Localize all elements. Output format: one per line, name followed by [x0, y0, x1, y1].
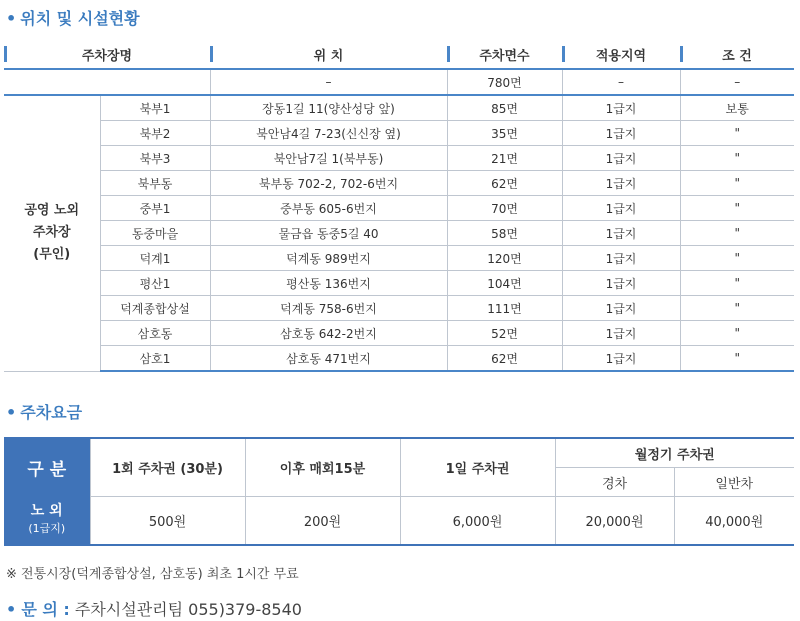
table-header-row — [4, 40, 794, 69]
total-location: – — [210, 69, 447, 95]
table-row — [4, 171, 794, 196]
cell-spaces: 62면 — [447, 346, 562, 372]
contact-label: 문 의 : — [21, 600, 70, 619]
cell-location: 삼호동 471번지 — [210, 346, 447, 372]
table-row — [4, 221, 794, 246]
cell-condition: 보통 — [680, 95, 794, 121]
row-label — [4, 497, 90, 545]
cell-spaces: 35면 — [447, 121, 562, 146]
cell-name: 동중마을 — [100, 221, 210, 246]
cell-location: 덕계동 758-6번지 — [210, 296, 447, 321]
cell-condition: " — [680, 196, 794, 221]
cell-region: 1급지 — [562, 221, 680, 246]
cell-location: 북안남4길 7-23(신신장 옆) — [210, 121, 447, 146]
cell-location: 중부동 605-6번지 — [210, 196, 447, 221]
table-row — [4, 196, 794, 221]
col-light-header: 경차 — [555, 468, 674, 497]
cell-condition: " — [680, 171, 794, 196]
fee-value-row — [4, 497, 794, 545]
cell-condition: " — [680, 121, 794, 146]
bullet: • — [6, 403, 17, 422]
cell-spaces: 58면 — [447, 221, 562, 246]
contact-text: 주차시설관리팀 055)379-8540 — [74, 600, 302, 619]
cell-region: 1급지 — [562, 321, 680, 346]
cell-condition: " — [680, 221, 794, 246]
table-row — [4, 271, 794, 296]
col-monthly-header: 월정기 주차권 — [555, 438, 794, 468]
cell-spaces: 85면 — [447, 95, 562, 121]
cell-spaces: 62면 — [447, 171, 562, 196]
cell-spaces: 52면 — [447, 321, 562, 346]
contact-info — [6, 597, 302, 620]
header-spaces: 주차면수 — [447, 40, 562, 69]
fee-monthly-light: 20,000원 — [555, 497, 674, 545]
cell-location: 물금읍 동중5길 40 — [210, 221, 447, 246]
table-row — [4, 95, 794, 121]
cell-location: 덕계동 989번지 — [210, 246, 447, 271]
header-location: 위 치 — [210, 40, 447, 69]
group-label-line: 공영 노외 — [24, 203, 80, 219]
group-label-line: (무인) — [33, 247, 71, 263]
cell-name: 북부2 — [100, 121, 210, 146]
col-once-header: 1회 주차권 (30분) — [90, 438, 245, 497]
cell-spaces: 70면 — [447, 196, 562, 221]
table-body — [4, 95, 794, 371]
cell-name: 북부1 — [100, 95, 210, 121]
total-condition: – — [680, 69, 794, 95]
cell-region: 1급지 — [562, 95, 680, 121]
free-parking-note: ※ 전통시장(덕계종합상설, 삼호동) 최초 1시간 무료 — [6, 567, 299, 582]
cell-spaces: 21면 — [447, 146, 562, 171]
cell-name: 삼호동 — [100, 321, 210, 346]
cell-condition: " — [680, 246, 794, 271]
header-region: 적용지역 — [562, 40, 680, 69]
table-row — [4, 146, 794, 171]
cell-name: 북부3 — [100, 146, 210, 171]
cell-name: 덕계종합상설 — [100, 296, 210, 321]
cell-condition: " — [680, 346, 794, 372]
cell-region: 1급지 — [562, 271, 680, 296]
cell-region: 1급지 — [562, 346, 680, 372]
cell-condition: " — [680, 146, 794, 171]
table-row — [4, 321, 794, 346]
row-label-sub: (1급지) — [28, 522, 66, 535]
cell-region: 1급지 — [562, 296, 680, 321]
cell-region: 1급지 — [562, 246, 680, 271]
cell-condition: " — [680, 271, 794, 296]
section-title-fees — [6, 400, 82, 423]
header-lot-name: 주차장명 — [4, 40, 210, 69]
group-label-line: 주차장 — [32, 225, 71, 241]
total-region: – — [562, 69, 680, 95]
cell-location: 북안남7길 1(북부동) — [210, 146, 447, 171]
cell-region: 1급지 — [562, 121, 680, 146]
parking-facility-table — [4, 40, 794, 372]
cell-region: 1급지 — [562, 171, 680, 196]
table-row — [4, 346, 794, 372]
fee-day: 6,000원 — [400, 497, 555, 545]
cell-name: 북부동 — [100, 171, 210, 196]
cell-spaces: 104면 — [447, 271, 562, 296]
fee-after: 200원 — [245, 497, 400, 545]
total-spaces: 780면 — [447, 69, 562, 95]
category-header: 구 분 — [4, 438, 90, 497]
section-title-text: 주차요금 — [20, 403, 83, 422]
table-row — [4, 246, 794, 271]
cell-condition: " — [680, 296, 794, 321]
cell-name: 중부1 — [100, 196, 210, 221]
section-title-location — [6, 6, 140, 29]
cell-location: 장동1길 11(양산성당 앞) — [210, 95, 447, 121]
cell-spaces: 120면 — [447, 246, 562, 271]
group-label — [4, 95, 100, 371]
cell-condition: " — [680, 321, 794, 346]
col-general-header: 일반차 — [674, 468, 794, 497]
table-row — [4, 296, 794, 321]
parking-fee-table — [4, 437, 794, 546]
row-label-main: 노 외 — [30, 503, 63, 519]
fee-once: 500원 — [90, 497, 245, 545]
col-day-header: 1일 주차권 — [400, 438, 555, 497]
total-label: 계 — [4, 69, 210, 95]
cell-name: 평산1 — [100, 271, 210, 296]
cell-location: 평산동 136번지 — [210, 271, 447, 296]
cell-name: 삼호1 — [100, 346, 210, 372]
bullet: • — [6, 600, 17, 619]
cell-region: 1급지 — [562, 196, 680, 221]
total-row — [4, 69, 794, 95]
cell-location: 삼호동 642-2번지 — [210, 321, 447, 346]
table-row — [4, 121, 794, 146]
cell-spaces: 111면 — [447, 296, 562, 321]
cell-name: 덕계1 — [100, 246, 210, 271]
col-after-header: 이후 매회15분 — [245, 438, 400, 497]
bullet: • — [6, 9, 17, 28]
section-title-text: 위치 및 시설현황 — [20, 9, 140, 28]
fee-monthly-general: 40,000원 — [674, 497, 794, 545]
header-condition: 조 건 — [680, 40, 794, 69]
fee-header-row — [4, 438, 794, 468]
cell-location: 북부동 702-2, 702-6번지 — [210, 171, 447, 196]
cell-region: 1급지 — [562, 146, 680, 171]
